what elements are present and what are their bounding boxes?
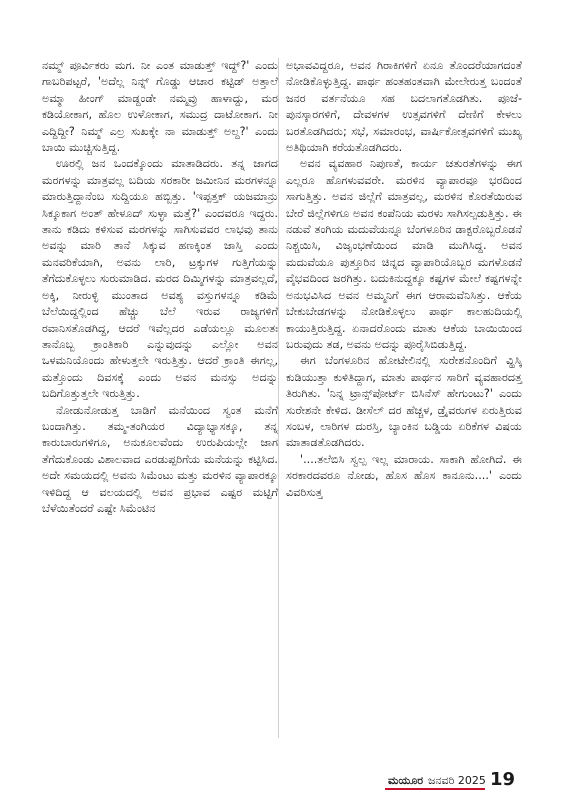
left-column	[42, 58, 278, 517]
footer-accent-bar	[385, 788, 485, 790]
paragraph: ಅಭಾವವಿದ್ದರೂ, ಅವನ ಗಿರಾಕಿಗಳಿಗೆ ಏನೂ ತೊಂದರೆಯಾಗದಂತೆ ನೋಡಿಕೊಳ್ಳುತ್ತಿದ್ದ. ಪಾರ್ಥ ಹಂತಹಂತವಾಗಿ ಮೇಲೇರುತ್ತ ಬಂದಂತೆ ಜನರ ವರ್ತನೆಯೂ ಸಹ ಬದಲಾಗತೊಡಗಿತು. ಪೂಜೆ-ಪುನಸ್ಕಾರಗಳಿಗೆ, ದೇವಳಗಳ ಉತ್ಸವಗಳಿಗೆ ದೇಣಿಗೆ ಕೇಳಲು ಬರತೊಡಗಿದರು; ಸಭೆ, ಸಮಾರಂಭ, ವಾರ್ಷಿಕೋತ್ಸವಗಳಿಗೆ ಮುಖ್ಯ ಅತಿಥಿಯಾಗಿ ಕರೆಯತೊಡಗಿದರು.	[286, 59, 522, 155]
issue-month: ಜನವರಿ 2025	[428, 774, 486, 787]
paragraph: '....ತಲೆಬಿಸಿ ಸ್ವಲ್ಪ ಇಲ್ಲ ಮಾರಾಯ. ಸಾಕಾಗಿ ಹೋಗಿದೆ. ಈ ಸರಕಾರದವರೂ ನೋಡು, ಹೊಸ ಹೊಸ ಕಾನೂನು....' ಎಂದು ವಿವರಿಸುತ್ತ	[286, 452, 522, 499]
paragraph: ಅವನ ವ್ಯವಹಾರ ನಿಪುಣತೆ, ಕಾರ್ಯ ಚತುರತೆಗಳನ್ನು ಈಗ ಎಲ್ಲರೂ ಹೊಗಳುವವರೇ. ಮರಳಿನ ವ್ಯಾಪಾರವೂ ಭರದಿಂದ ಸಾಗುತ್ತಿತ್ತು. ಅವನ ಜಿಲ್ಲೆಗೆ ಮಾತ್ರವಲ್ಲ, ಮರಳಿನ ಕೊರತೆಯಿರುವ ಬೇರೆ ಜಿಲ್ಲೆಗಳಿಗೂ ಅವನ ಕಂಪೆನಿಯ ಮರಳು ಸಾಗಿಸಲ್ಪಡುತ್ತಿತ್ತು. ಈ ನಡುವೆ ತಂಗಿಯ ಮದುವೆಯನ್ನೂ ಬೆಂಗಳೂರಿನ ಡಾಕ್ಟರೊಬ್ಬರೊಡನೆ ನಿಶ್ಚಯಿಸಿ, ವಿಜೃಂಭಣೆಯಿಂದ ಮಾಡಿ ಮುಗಿಸಿದ್ದ. ಅವನ ಮದುವೆಯೂ ಪುತ್ತೂರಿನ ಚಿನ್ನದ ವ್ಯಾಪಾರಿಯೊಬ್ಬರ ಮಗಳೊಡನೆ ವೈಭವದಿಂದ ಜರಗಿತ್ತು. ಬದುಕಿನುದ್ದಕ್ಕೂ ಕಷ್ಟಗಳ ಮೇಲೆ ಕಷ್ಟಗಳನ್ನೇ ಅನುಭವಿಸಿದ ಅವನ ಅಮ್ಮನಿಗೆ ಈಗ ಆರಾಮವೆನಿಸಿತ್ತು. ಆಕೆಯ ಬೇಕುಬೇಡಗಳನ್ನು ನೋಡಿಕೊಳ್ಳಲು ಪಾರ್ಥ ಕಾಲಹುದಿಯಲ್ಲಿ ಕಾಯುತ್ತಿರುತ್ತಿದ್ದ. ಏನಾದರೊಂದು ಮಾತು ಆಕೆಯ ಬಾಯಿಯಿಂದ ಬರುವುದು ತಡ, ಅವನು ಅದನ್ನು ಪೂರೈಸಿಬಿಡುತ್ತಿದ್ದ.	[286, 157, 522, 351]
page-footer	[0, 769, 562, 792]
page-number: 19	[490, 769, 516, 790]
paragraph: ನೋಡುನೋಡುತ್ತ ಬಾಡಿಗೆ ಮನೆಯಿಂದ ಸ್ವಂತ ಮನೆಗೆ ಬಂದಾಗಿತ್ತು. ತಮ್ಮ-ತಂಗಿಯರ ವಿದ್ಯಾಭ್ಯಾಸಕ್ಕೂ, ತನ್ನ ಕಾರುಬಾರುಗಳಿಗೂ, ಅನುಕೂಲವೆಂದು ಉರುಪಿಯಲ್ಲೇ ಜಾಗ ತೆಗೆದುಕೊಂಡು ವಿಶಾಲವಾದ ಎರಡುಪ್ಪರಿಗೆಯ ಮನೆಯನ್ನು ಕಟ್ಟಿಸಿದ. ಅದೇ ಸಮಯದಲ್ಲಿ ಅವನು ಸಿಮೆಂಟು ಮತ್ತು ಮರಳಿನ ವ್ಯಾಪಾರಕ್ಕೂ ಇಳಿದಿದ್ದ ಆ ವಲಯದಲ್ಲಿ ಅವನ ಪ್ರಭಾವ ಎಷ್ಟರ ಮಟ್ಟಿಗೆ ಬೆಳೆಯಿತೆಂದರೆ ಎಷ್ಟೇ ಸಿಮೆಂಟಿನ	[42, 403, 278, 515]
paragraph: ನಮ್ಮ್ ಪೂರ್ವಿಕರು ಮಗ. ನೀ ಎಂತ ಮಾಡುತ್ತ್ ಇದ್ದ್?' ಎಂದು ಗಾಬರಿಪಟ್ಟರೆ, 'ಅದೆಲ್ಲ ನಿನ್ನ್ ಗೊಡ್ಡು ಆಚಾರ ಕಟ್ಟಿಡ್ ಅತ್ತಾಲೆ ಅಮ್ಮಾ ಹೀಂಗ್ ಮಾಡ್ದಂಡೇ ನಮ್ಮವ್ರು ಹಾಳಾದ್ದು, ಮರ ಕಡಿಯೋಕಾಗ, ಹೊಲ ಉಳೋಕಾಗ, ಸಮುದ್ರ ದಾಟೋಕಾಗ. ನೀ ಎದ್ದಿದ್ದೀ? ನಿಮ್ಮ್ ಎಲ್ರ ಸುಖಕ್ಕೇ ನಾ ಮಾಡುತ್ತ್ ಅಲ್ದ?' ಎಂದು ಬಾಯಿ ಮುಚ್ಚಿಸುತ್ತಿದ್ದ.	[42, 59, 278, 155]
right-column	[286, 58, 522, 501]
paragraph: ಊರಲ್ಲಿ ಜನ ಒಂದಕ್ಕೊಂದು ಮಾತಾಡಿದರು. ತನ್ನ ಜಾಗದ ಮರಗಳನ್ನು ಮಾತ್ರವಲ್ಲ ಬದಿಯ ಸರಕಾರೀ ಜಮೀನಿನ ಮರಗಳನ್ನೂ ಮಾರುತ್ತಿದ್ದಾನೆಂಬ ಸುದ್ದಿಯೂ ಹಬ್ಬಿತ್ತು. 'ಇಪ್ಪತ್ತಕ್ ಯಜಮಾನ್ರು ಸಿಕ್ಕೂಕಾಗ ಅಂತ್ ಹೇಳೂದ್ ಸುಳ್ಳಾ ಮತ್ತೆ?' ಎಂದವರೂ ಇದ್ದರು. ತಾನು ಕಡಿದು ಕಳಿಸುವ ಮರಗಳನ್ನು ಸಾಗಿಸುವವರ ಲಾಭವು ತಾನು ಅವನ್ನು ಮಾರಿ ತಾನೆ ಸಿಕ್ಕುವ ಹಣಕ್ಕಿಂತ ಜಾಸ್ತಿ ಎಂದು ಮನವರಿಕೆಯಾಗಿ, ಅವನು ಲಾರಿ, ಟ್ರಕ್ಕುಗಳ ಗುತ್ತಿಗೆಯನ್ನು ತೆಗೆದುಕೊಳ್ಳಲು ಸುರುಮಾಡಿದ. ಮರದ ದಿಮ್ಮಿಗಳನ್ನು ಮಾತ್ರವಲ್ಲದೆ, ಅಕ್ಕಿ, ನೀರುಳ್ಳಿ ಮುಂತಾದ ಅವಶ್ಯ ವಸ್ತುಗಳನ್ನೂ ಕಡಿಮೆ ಬೆಲೆಯಿದ್ದಲ್ಲಿಂದ ಹೆಚ್ಚು ಬೆಲೆ ಇರುವ ರಾಜ್ಯಗಳಿಗೆ ರವಾನಿಸತೊಡಗಿದ್ದ, ಆದರೆ ಇವೆಲ್ಲದರ ಎಡೆಯಲ್ಲೂ ಮೂಲತಃ ತಾನೊಬ್ಬ ಕ್ರಾಂತಿಕಾರಿ ಎನ್ನುವುದನ್ನು ಎಲ್ಲೋ ಅವನ ಒಳಮನಿಯೊಂದು ಹೇಳುತ್ತಲೇ ಇರುತ್ತಿತ್ತು. ಆದರೆ ಕ್ರಾಂತಿ ಈಗಲ್ಲ, ಮತ್ತೊಂದು ದಿವಸಕ್ಕೆ ಎಂದು ಅವನ ಮನಸ್ಸು ಅದನ್ನು ಬದಿಗೊತ್ತುತ್ತಲೇ ಇರುತ್ತಿತ್ತು.	[42, 157, 278, 401]
column-divider	[278, 58, 279, 738]
magazine-logo: ಮಯೂರ	[388, 774, 424, 787]
paragraph: ಈಗ ಬೆಂಗಳೂರಿನ ಹೋಟೇಲಿನಲ್ಲಿ ಸುರೇಶನೊಂದಿಗೆ ವ್ಹಿಸ್ಕಿ ಕುಡಿಯುತ್ತಾ ಕುಳಿತಿದ್ದಾಗ, ಮಾತು ಪಾರ್ಥನ ಸಾರಿಗೆ ವ್ಯವಹಾರದತ್ತ ತಿರುಗಿತು. 'ನಿನ್ನ ಟ್ರಾನ್ಸ್‌ಪೋರ್ಟ್ ಬಿಸಿನೆಸ್ ಹೇಗುಂಟು?' ಎಂದು ಸುರೇಶನೇ ಕೇಳಿದ. ಡೀಸೆಲ್ ದರ ಹೆಚ್ಚಳ, ಡ್ರೈವರುಗಳ ಏರುತ್ತಿರುವ ಸಂಬಳ, ಲಾರಿಗಳ ದುರಸ್ತಿ, ಬ್ಯಾಂಕಿನ ಬಡ್ಡಿಯ ಏರಿಕೆಗಳ ವಿಷಯ ಮಾತಾಡತೊಡಗಿದರು.	[286, 354, 522, 450]
